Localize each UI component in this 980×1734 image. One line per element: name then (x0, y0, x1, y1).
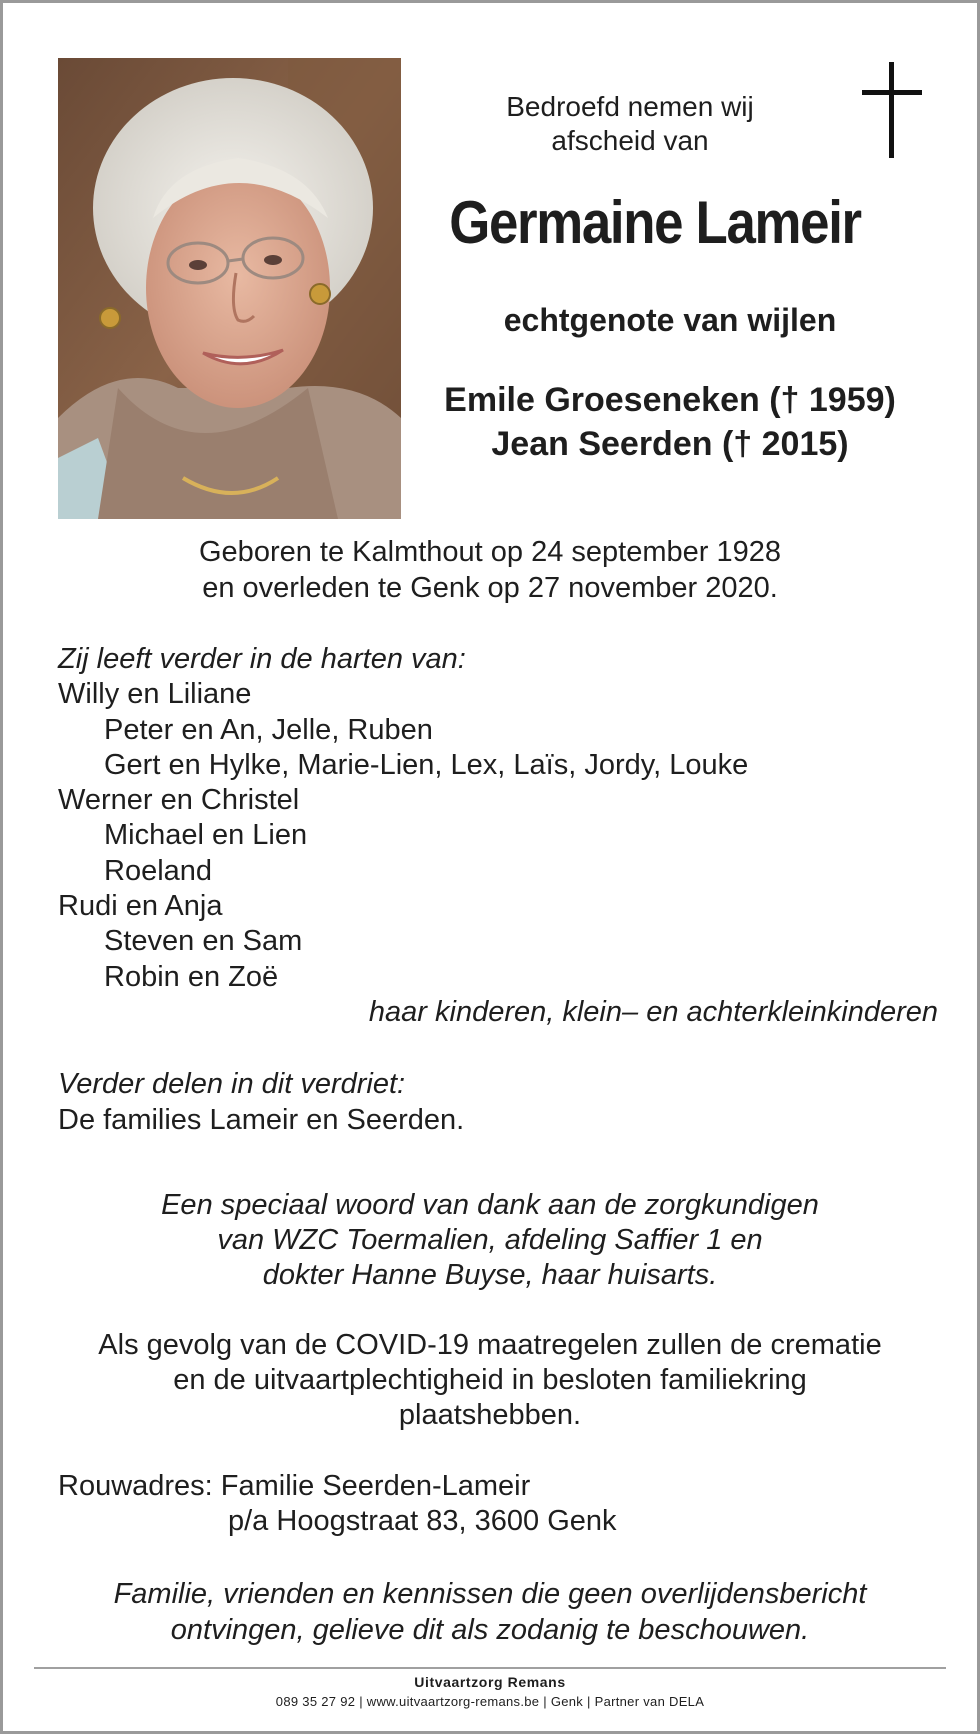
family-member: Steven en Sam (104, 925, 303, 958)
sharing-heading: Verder delen in dit verdriet: (58, 1068, 406, 1100)
address-street: p/a Hoogstraat 83, 3600 Genk (228, 1505, 617, 1537)
deceased-name: Germaine Lameir (449, 189, 861, 256)
address-label: Rouwadres: Familie Seerden-Lameir (58, 1470, 531, 1502)
family-member: Roeland (104, 854, 213, 887)
closing-line: ontvingen, gelieve dit als zodanig te beschouwen. (170, 1614, 810, 1646)
thanks-line: van WZC Toermalien, afdeling Saffier 1 en (217, 1224, 763, 1256)
footer-company: Uitvaartzorg Remans (414, 1674, 566, 1690)
thanks-line: Een speciaal woord van dank aan de zorgkundigen (161, 1189, 819, 1221)
mourning-address (58, 1469, 918, 1539)
spouses (410, 378, 930, 466)
intro-line: Bedroefd nemen wij (506, 91, 754, 122)
covid-line: en de uitvaartplechtigheid in besloten familiekring (173, 1364, 807, 1396)
family-member: Michael en Lien (104, 819, 308, 852)
sharing-text: De families Lameir en Seerden. (58, 1104, 465, 1136)
family-heading: Zij leeft verder in de harten van: (58, 643, 466, 675)
family-member: Gert en Hylke, Marie-Lien, Lex, Laïs, Jordy, Louke (104, 748, 749, 781)
covid-notice (40, 1328, 940, 1433)
covid-line: plaatshebben. (398, 1399, 582, 1431)
footer-divider (34, 1667, 946, 1669)
thanks-line: dokter Hanne Buyse, haar huisarts. (262, 1259, 718, 1291)
sharing-section (58, 1066, 918, 1138)
intro-text (445, 90, 815, 158)
family-member: Rudi en Anja (58, 890, 223, 923)
spouse-line: Jean Seerden († 2015) (491, 425, 849, 463)
cross-icon (862, 62, 922, 158)
closing-note (40, 1576, 940, 1648)
portrait-photo (58, 58, 401, 519)
family-member: Peter en An, Jelle, Ruben (104, 713, 433, 746)
thanks-message (60, 1188, 920, 1293)
intro-line: afscheid van (551, 125, 709, 156)
closing-line: Familie, vrienden en kennissen die geen overlijdensbericht (113, 1578, 867, 1610)
spouse-line: Emile Groeseneken († 1959) (444, 381, 896, 419)
footer-details: 089 35 27 92 | www.uitvaartzorg-remans.be | Genk | Partner van DELA (275, 1694, 705, 1709)
birth-death-info (100, 534, 880, 606)
covid-line: Als gevolg van de COVID-19 maatregelen zullen de crematie (98, 1329, 882, 1361)
family-list (58, 642, 938, 1030)
family-member: Willy en Liliane (58, 678, 252, 711)
born-line: Geboren te Kalmthout op 24 september 1928 (199, 536, 781, 568)
died-line: en overleden te Genk op 27 november 2020. (202, 572, 778, 604)
family-member: Werner en Christel (58, 784, 300, 817)
family-signature: haar kinderen, klein– en achterkleinkinderen (368, 995, 938, 1028)
family-member: Robin en Zoë (104, 960, 279, 993)
spouse-label: echtgenote van wijlen (503, 302, 837, 338)
